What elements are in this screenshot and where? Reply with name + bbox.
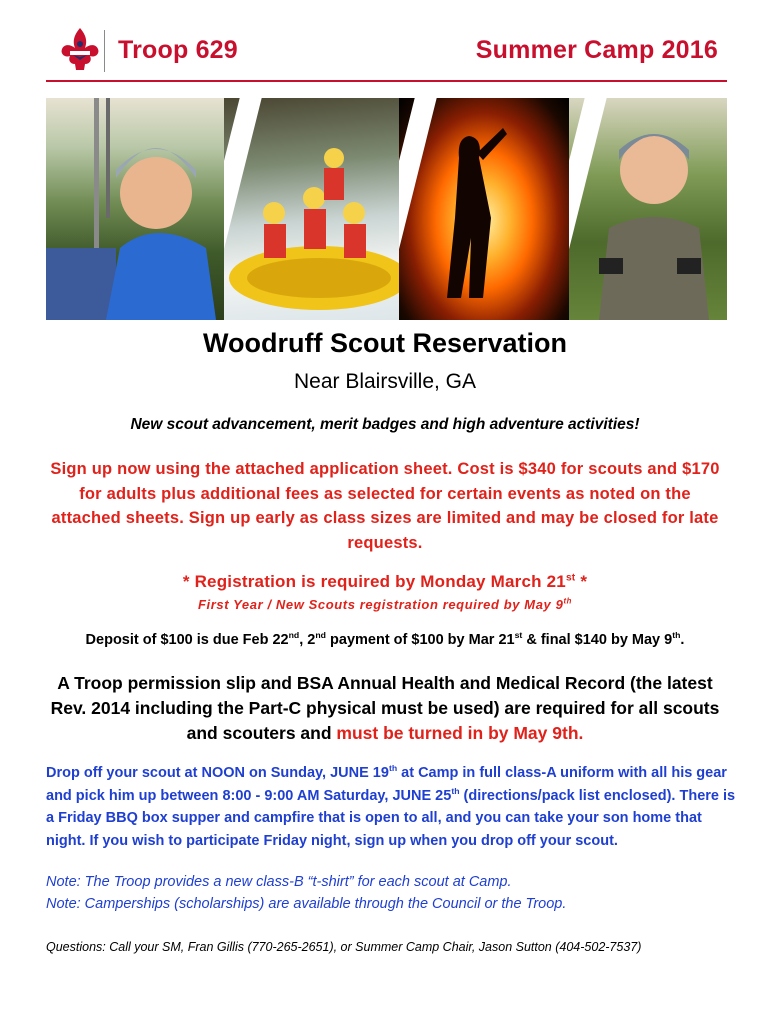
location-subtitle: Near Blairsville, GA (293, 370, 477, 393)
permission-requirement: A Troop permission slip and BSA Annual Health and Medical Record (the latest Rev. 2014 including the Part-C physical must be used) are required for all scouts and scouters and must be turned in by May 9th. (50, 673, 720, 743)
tagline: New scout advancement, merit badges and high adventure activities! (130, 416, 640, 433)
deposit-schedule: Deposit of $100 is due Feb 22nd, 2nd payment of $100 by Mar 21st & final $140 by May 9th. (85, 630, 685, 648)
fleur-de-lis-eagle-icon (58, 26, 102, 76)
scout-with-helmet-photo (569, 98, 727, 320)
contact-questions: Questions: Call your SM, Fran Gillis (770-265-2651), or Summer Camp Chair, Jason Sutton (404-502-7537) (46, 940, 642, 954)
climbing-scout-photo (46, 98, 224, 320)
registration-deadline: * Registration is required by Monday March 21st * (182, 572, 588, 591)
tshirt-note: Note: The Troop provides a new class-B “t-shirt” for each scout at Camp. (46, 874, 512, 890)
turn-in-deadline: must be turned in by May 9th. (336, 723, 584, 743)
page-title: Woodruff Scout Reservation (202, 328, 568, 358)
photo-banner (46, 98, 727, 320)
whitewater-rafting-photo (224, 98, 399, 320)
first-year-deadline: First Year / New Scouts registration required by May 9th (197, 596, 572, 612)
logo-divider (104, 30, 105, 72)
header-rule (46, 80, 727, 82)
campfire-photo (399, 98, 569, 320)
campership-note: Note: Camperships (scholarships) are available through the Council or the Troop. (46, 896, 567, 912)
camp-year: Summer Camp 2016 (475, 36, 718, 64)
dropoff-instructions: Drop off your scout at NOON on Sunday, JUNE 19th at Camp in full class-A uniform with all his gear and pick him up between 8:00 - 9:00 AM Saturday, JUNE 25th (directions/pack list enclosed). There is a Friday BBQ box supper and campfire that is open to all, and you can take your son home that night. If you wish to participate Friday night, sign up when you drop off your scout. (46, 763, 736, 849)
signup-paragraph: Sign up now using the attached application sheet. Cost is $340 for scouts and $170 for adults plus additional fees as selected for certain events as noted on the attached sheets. Sign up early as class sizes are limited and may be closed for late requests. (50, 460, 720, 552)
troop-name: Troop 629 (118, 36, 238, 64)
